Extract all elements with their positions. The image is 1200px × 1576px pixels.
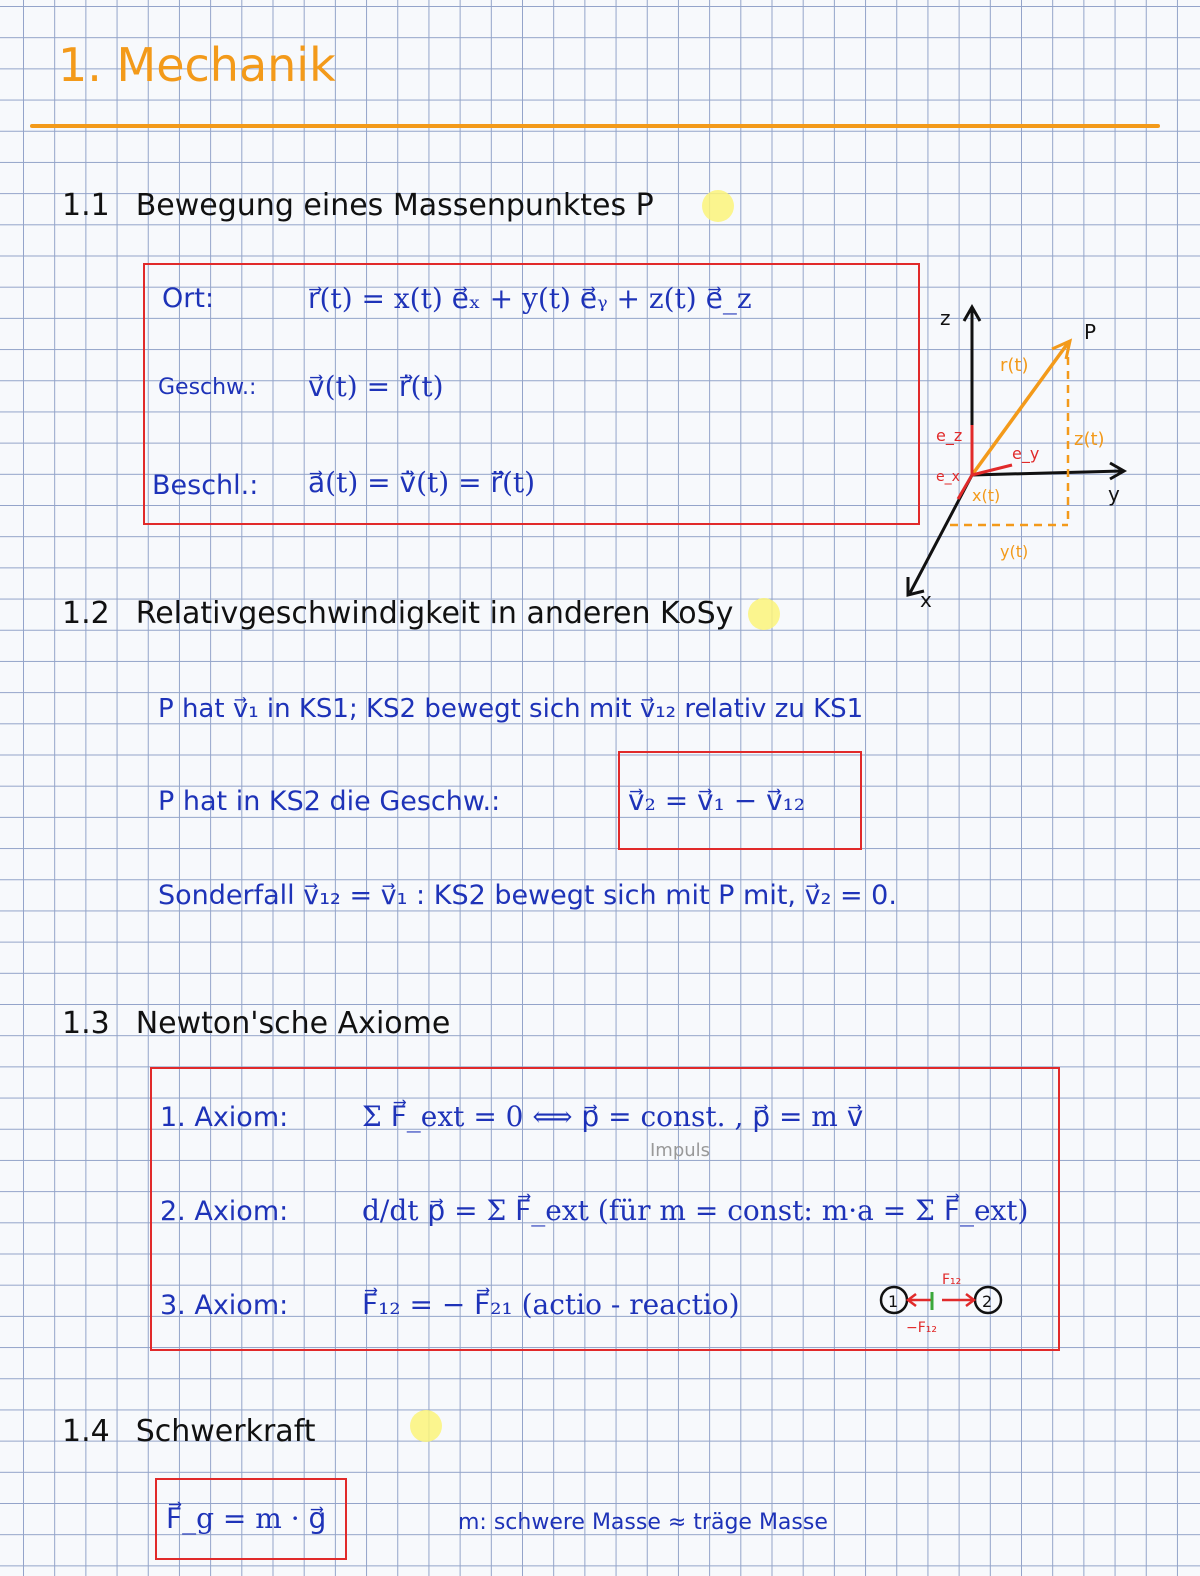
z-axis-label: z	[940, 306, 951, 330]
axiom-2-label: 2. Axiom:	[160, 1196, 289, 1227]
mass-note: m: schwere Masse ≈ träge Masse	[458, 1510, 828, 1535]
section-number: 1.3	[62, 1006, 110, 1041]
section-1-2-heading	[62, 596, 733, 631]
x-component-label: x(t)	[972, 486, 1001, 505]
highlight-dot	[702, 190, 734, 222]
ort-label: Ort:	[162, 283, 215, 314]
beschl-equation: a⃗(t) = v⃗̇(t) = r⃗̈(t)	[308, 466, 536, 499]
relative-velocity-equation: v⃗₂ = v⃗₁ − v⃗₁₂	[628, 784, 806, 817]
section-number: 1.1	[62, 188, 110, 223]
ort-equation: r⃗(t) = x(t) e⃗ₓ + y(t) e⃗ᵧ + z(t) e⃗_z	[308, 282, 752, 315]
relative-line-1: P hat v⃗₁ in KS1; KS2 bewegt sich mit v⃗₁₂ relativ zu KS1	[158, 694, 864, 724]
relative-line-3: Sonderfall v⃗₁₂ = v⃗₁ : KS2 bewegt sich mit P mit, v⃗₂ = 0.	[158, 880, 897, 911]
section-1-4-heading	[62, 1414, 315, 1449]
vector-label: r(t)	[1000, 355, 1029, 376]
axiom-1-label: 1. Axiom:	[160, 1102, 289, 1133]
section-title: Relativgeschwindigkeit in anderen KoSy	[135, 596, 734, 631]
y-axis-label: y	[1108, 482, 1120, 506]
beschl-label: Beschl.:	[152, 470, 259, 501]
y-component-label: y(t)	[1000, 542, 1029, 561]
title-underline	[30, 124, 1160, 128]
highlight-dot	[748, 598, 780, 630]
point-p-label: P	[1084, 320, 1097, 344]
geschw-label: Geschw.:	[158, 375, 257, 400]
axiom-3-equation: F⃗₁₂ = − F⃗₂₁ (actio - reactio)	[362, 1288, 740, 1321]
axiom-2-equation: d/dt p⃗ = Σ F⃗_ext (für m = const: m·a = Σ F⃗_ext)	[362, 1194, 1029, 1227]
ex-label: e_x	[936, 469, 960, 485]
section-title: Bewegung eines Massenpunktes P	[135, 188, 654, 223]
y-axis	[972, 471, 1122, 475]
axiom-3-label: 3. Axiom:	[160, 1290, 289, 1321]
body-2-label: 2	[982, 1292, 993, 1311]
section-title: Newton'sche Axiome	[135, 1006, 451, 1041]
x-axis-label: x	[920, 588, 932, 612]
section-1-1-heading	[62, 188, 654, 223]
coordinate-diagram	[900, 295, 1140, 615]
actio-reactio-sketch	[872, 1262, 1012, 1342]
ez-label: e_z	[936, 426, 963, 445]
section-1-3-heading	[62, 1006, 450, 1041]
force-12-label: F₁₂	[942, 1272, 962, 1288]
z-component-label: z(t)	[1074, 429, 1105, 450]
force-minus-12-label: −F₁₂	[906, 1320, 938, 1336]
section-number: 1.2	[62, 596, 110, 631]
body-1-label: 1	[888, 1292, 899, 1311]
gravity-equation: F⃗_g = m · g⃗	[166, 1502, 327, 1535]
highlight-dot	[410, 1410, 442, 1442]
axiom-1-equation: Σ F⃗_ext = 0 ⟺ p⃗ = const. , p⃗ = m v⃗	[362, 1100, 864, 1133]
section-number: 1.4	[62, 1414, 110, 1449]
geschw-equation: v⃗(t) = r⃗̇(t)	[308, 370, 444, 403]
ex-vector	[958, 475, 972, 499]
section-title: Schwerkraft	[135, 1414, 316, 1449]
relative-line-2: P hat in KS2 die Geschw.:	[158, 786, 501, 817]
ey-label: e_y	[1012, 444, 1040, 463]
page-title: 1. Mechanik	[58, 38, 336, 92]
impuls-note: Impuls	[650, 1140, 711, 1161]
